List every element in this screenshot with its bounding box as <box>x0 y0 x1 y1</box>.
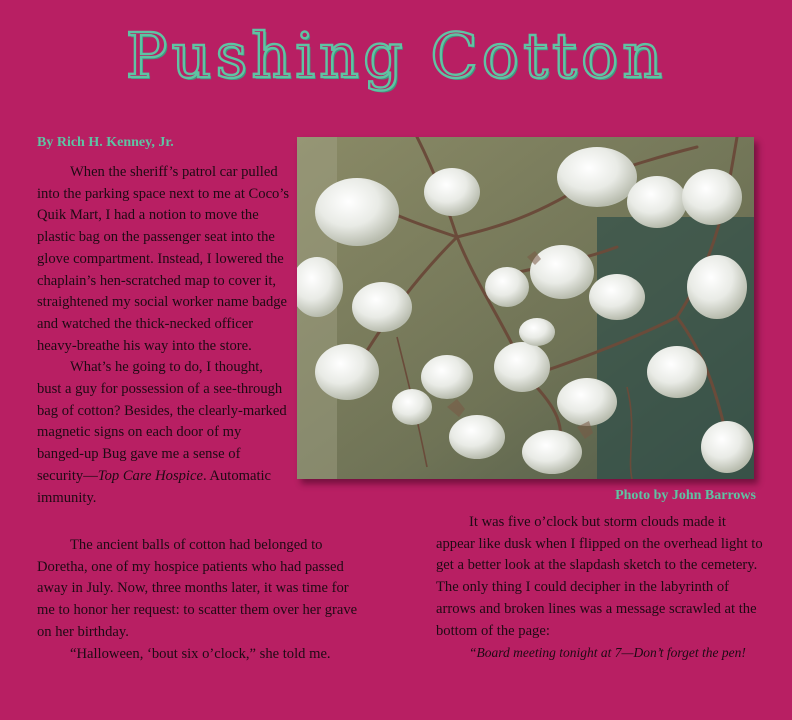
cotton-photo <box>297 137 754 479</box>
quote-paragraph: “Board meeting tonight at 7—Don’t forget the pen! <box>469 645 746 661</box>
paragraph: The ancient balls of cotton had belonged to Doretha, one of my hospice patients who had passed away in July. Now, three months later, it was time for me to honor her request: to scatter them over her grave on her birthday. <box>37 537 358 640</box>
column-right <box>436 512 766 664</box>
article-title: Pushing Cotton <box>125 19 667 92</box>
hospice-name: Top Care Hospice <box>97 467 203 484</box>
paragraph: When the sheriff’s patrol car pulled into the parking space next to me at Coco’s Quik Mart, I had a notion to move the plastic bag on the passenger seat into the glove compartment. Instead, I lowered the chaplain’s hen-scratched map to cover it, straightened my social worker name badge and watched the thick-necked officer heavy-breathe his way into the store. <box>37 164 290 354</box>
column-left-upper <box>37 162 290 509</box>
paragraph: It was five o’clock but storm clouds made it appear like dusk when I flipped on the overhead light to get a better look at the slapdash sketch to the cemetery. The only thing I could decipher in the labyrinth of arrows and broken lines was a message scrawled at the bottom of the page: <box>436 514 763 639</box>
byline: By Rich H. Kenney, Jr. <box>37 135 174 150</box>
paragraph: What’s he going to do, I thought, bust a guy for possession of a see-through bag of cotton? Besides, the clearly-marked magnetic signs on each door of my banged-up Bug gave me a sense of security—Top Care Hospice. Automatic immunity. <box>37 359 287 506</box>
column-left-lower <box>37 535 367 665</box>
paragraph: “Halloween, ‘bout six o’clock,” she told me. <box>70 645 331 662</box>
photo-credit: Photo by John Barrows <box>615 488 756 503</box>
